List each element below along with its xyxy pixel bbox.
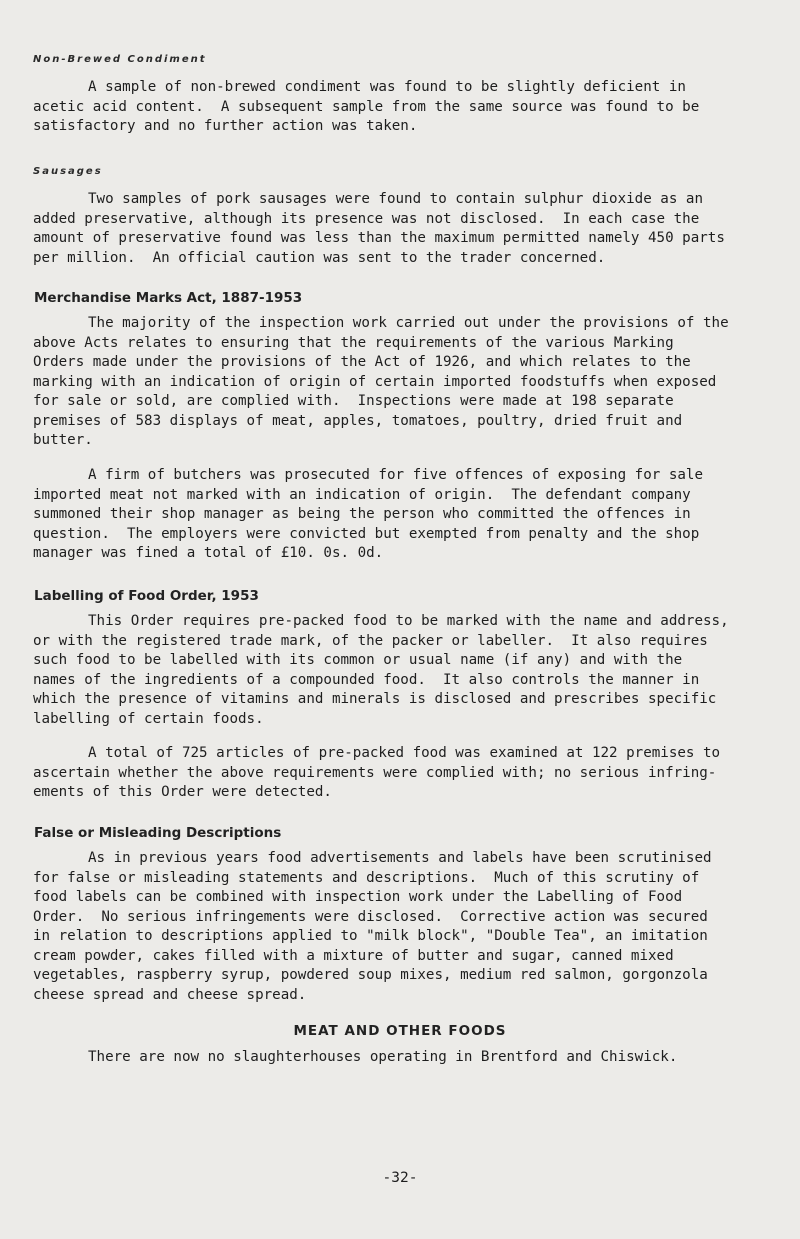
text-line: names of the ingredients of a compounded food. It also controls the manner in bbox=[33, 671, 700, 688]
paragraph-non-brewed-condiment bbox=[33, 78, 773, 137]
text-line: imported meat not marked with an indication of origin. The defendant company bbox=[33, 486, 691, 503]
heading-sausages: Sausages bbox=[33, 166, 103, 177]
paragraph-false-descriptions bbox=[33, 849, 773, 1005]
text-line: or with the registered trade mark, of the packer or labeller. It also requires bbox=[33, 632, 708, 649]
paragraph-labelling-1 bbox=[33, 612, 773, 729]
text-line: A sample of non-brewed condiment was found to be slightly deficient in bbox=[88, 79, 686, 95]
text-line: satisfactory and no further action was taken. bbox=[33, 118, 418, 134]
text-line: Order. No serious infringements were disclosed. Corrective action was secured bbox=[33, 908, 708, 925]
heading-meat-and-other-foods: MEAT AND OTHER FOODS bbox=[293, 1023, 507, 1039]
text-line: vegetables, raspberry syrup, powdered soup mixes, medium red salmon, gorgonzola bbox=[33, 967, 708, 983]
text-line: As in previous years food advertisements and labels have been scrutinised bbox=[88, 850, 712, 866]
text-line: which the presence of vitamins and minerals is disclosed and prescribes specific bbox=[33, 691, 717, 707]
text-line: butter. bbox=[33, 432, 93, 448]
text-line: per million. An official caution was sent to the trader concerned. bbox=[33, 249, 606, 266]
text-line: amount of preservative found was less than the maximum permitted namely 450 parts bbox=[33, 230, 725, 246]
text-line: A total of 725 articles of pre-packed food was examined at 122 premises to bbox=[88, 745, 721, 761]
page-number: -32- bbox=[382, 1170, 418, 1186]
text-line: cream powder, cakes filled with a mixture of butter and sugar, canned mixed bbox=[33, 947, 674, 964]
text-line: for sale or sold, are complied with. Inspections were made at 198 separate bbox=[33, 393, 674, 409]
text-line: premises of 583 displays of meat, apples, tomatoes, poultry, dried fruit and bbox=[33, 412, 683, 429]
text-line: cheese spread and cheese spread. bbox=[33, 986, 307, 1003]
paragraph-sausages bbox=[33, 190, 773, 268]
heading-false-or-misleading-descriptions: False or Misleading Descriptions bbox=[34, 825, 282, 841]
text-line: for false or misleading statements and descriptions. Much of this scrutiny of bbox=[33, 869, 700, 886]
paragraph-meat bbox=[33, 1048, 773, 1068]
text-line: labelling of certain foods. bbox=[33, 710, 264, 727]
paragraph-labelling-2 bbox=[33, 744, 773, 803]
text-line: This Order requires pre-packed food to be marked with the name and address, bbox=[88, 613, 729, 629]
text-line: Orders made under the provisions of the Act of 1926, and which relates to the bbox=[33, 354, 691, 370]
heading-labelling-of-food-order: Labelling of Food Order, 1953 bbox=[34, 588, 259, 604]
text-line: summoned their shop manager as being the person who committed the offences in bbox=[33, 506, 691, 522]
text-line: such food to be labelled with its common or usual name (if any) and with the bbox=[33, 652, 683, 668]
text-line: in relation to descriptions applied to "milk block", "Double Tea", an imitation bbox=[33, 928, 708, 944]
paragraph-merchandise-1 bbox=[33, 314, 773, 451]
text-line: added preservative, although its presence was not disclosed. In each case the bbox=[33, 210, 700, 227]
text-line: question. The employers were convicted but exempted from penalty and the shop bbox=[33, 525, 700, 542]
text-line: Two samples of pork sausages were found to contain sulphur dioxide as an bbox=[88, 191, 703, 207]
heading-non-brewed-condiment: Non-Brewed Condiment bbox=[33, 54, 207, 65]
text-line: food labels can be combined with inspection work under the Labelling of Food bbox=[33, 889, 683, 905]
text-line: acetic acid content. A subsequent sample from the same source was found to be bbox=[33, 98, 700, 115]
paragraph-merchandise-2 bbox=[33, 466, 773, 564]
text-line: The majority of the inspection work carried out under the provisions of the bbox=[88, 315, 729, 331]
text-line: ements of this Order were detected. bbox=[33, 784, 332, 800]
text-line: manager was fined a total of £10. 0s. 0d. bbox=[33, 545, 384, 561]
text-line: ascertain whether the above requirements were complied with; no serious infring- bbox=[33, 764, 717, 781]
text-line: There are now no slaughterhouses operating in Brentford and Chiswick. bbox=[88, 1049, 678, 1065]
heading-merchandise-marks-act: Merchandise Marks Act, 1887-1953 bbox=[34, 290, 303, 306]
text-line: marking with an indication of origin of certain imported foodstuffs when exposed bbox=[33, 373, 717, 390]
text-line: A firm of butchers was prosecuted for five offences of exposing for sale bbox=[88, 467, 703, 483]
text-line: above Acts relates to ensuring that the requirements of the various Marking bbox=[33, 334, 674, 351]
